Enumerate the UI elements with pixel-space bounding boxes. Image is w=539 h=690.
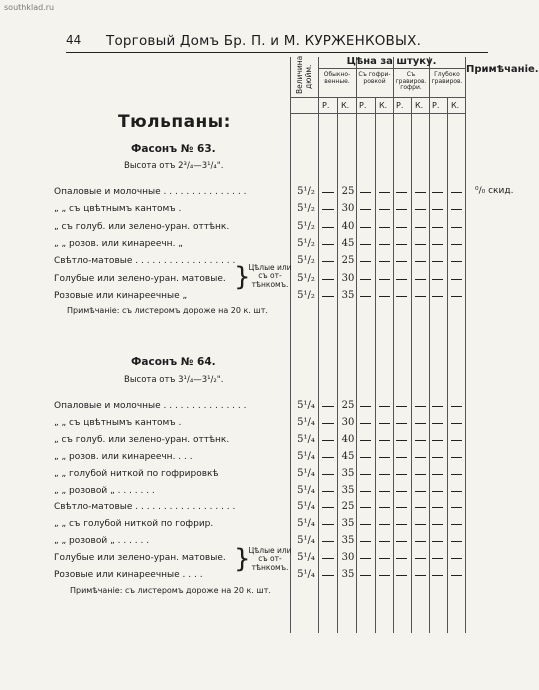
dash-mark bbox=[451, 423, 462, 424]
row-size: 5¹/₂ bbox=[297, 289, 315, 301]
dash-mark bbox=[451, 575, 462, 576]
row-label: „ „ съ голубой ниткой по гофрир. bbox=[54, 519, 214, 530]
dash-mark bbox=[396, 474, 407, 475]
dash-mark bbox=[322, 558, 334, 559]
dash-mark bbox=[360, 261, 371, 262]
dash-mark bbox=[322, 406, 334, 407]
page-number: 44 bbox=[66, 33, 82, 47]
dash-mark bbox=[360, 440, 371, 441]
row-size: 5¹/₄ bbox=[297, 416, 315, 428]
dash-mark bbox=[379, 279, 390, 280]
dash-mark bbox=[451, 279, 462, 280]
dash-mark bbox=[396, 457, 407, 458]
dash-mark bbox=[415, 244, 426, 245]
dash-mark bbox=[432, 192, 443, 193]
dash-mark bbox=[415, 192, 426, 193]
grid-line bbox=[318, 68, 465, 69]
dash-mark bbox=[432, 524, 443, 525]
dash-mark bbox=[379, 227, 390, 228]
dash-mark bbox=[396, 279, 407, 280]
dash-mark bbox=[432, 423, 443, 424]
dash-mark bbox=[415, 524, 426, 525]
dash-mark bbox=[322, 457, 334, 458]
row-price: 25 bbox=[341, 501, 355, 513]
dash-mark bbox=[379, 541, 390, 542]
dash-mark bbox=[360, 541, 371, 542]
price-col-deep: Глубоко гравиров. bbox=[431, 71, 463, 85]
dash-mark bbox=[415, 474, 426, 475]
dash-mark bbox=[379, 507, 390, 508]
row-label: Опаловые и молочные . . . . . . . . . . . . . . . bbox=[54, 401, 247, 411]
page-header bbox=[66, 33, 486, 51]
row-price: 40 bbox=[341, 220, 355, 232]
dash-mark bbox=[360, 474, 371, 475]
row-label: „ съ голуб. или зелено-уран. оттѣнк. bbox=[54, 221, 230, 232]
row-label: „ „ съ цвѣтнымъ кантомъ . bbox=[54, 417, 182, 428]
remark-column-header: Примѣчаніе. bbox=[466, 64, 539, 75]
dash-mark bbox=[451, 541, 462, 542]
dash-mark bbox=[415, 227, 426, 228]
row-price: 35 bbox=[341, 467, 355, 479]
dash-mark bbox=[432, 209, 443, 210]
row-label: Свѣтло-матовые . . . . . . . . . . . . . . . . . . bbox=[54, 256, 236, 267]
dash-mark bbox=[432, 474, 443, 475]
dash-mark bbox=[432, 440, 443, 441]
dash-mark bbox=[360, 524, 371, 525]
dash-mark bbox=[379, 491, 390, 492]
dash-mark bbox=[322, 209, 334, 210]
row-label: Розовые или кинареечные „ bbox=[54, 290, 188, 301]
dash-mark bbox=[451, 558, 462, 559]
dash-mark bbox=[379, 457, 390, 458]
row-size: 5¹/₄ bbox=[297, 535, 315, 547]
dash-mark bbox=[396, 507, 407, 508]
dash-mark bbox=[432, 279, 443, 280]
fason-64-brace-note: Цѣлые или съ от- тѣнкомъ. bbox=[248, 546, 292, 572]
grid-line bbox=[411, 97, 412, 633]
dash-mark bbox=[415, 541, 426, 542]
dash-mark bbox=[432, 457, 443, 458]
dash-mark bbox=[432, 491, 443, 492]
row-label: Голубые или зелено-уран. матовые. bbox=[54, 553, 226, 564]
fason-63-remark: ⁰/₀ скид. bbox=[475, 186, 514, 196]
dash-mark bbox=[396, 244, 407, 245]
row-size: 5¹/₂ bbox=[297, 186, 315, 197]
row-price: 25 bbox=[341, 400, 355, 411]
dash-mark bbox=[451, 524, 462, 525]
dash-mark bbox=[396, 524, 407, 525]
dash-mark bbox=[360, 423, 371, 424]
dash-mark bbox=[322, 279, 334, 280]
dash-mark bbox=[322, 524, 334, 525]
dash-mark bbox=[396, 575, 407, 576]
row-label: „ „ съ цвѣтнымъ кантомъ . bbox=[54, 204, 182, 215]
dash-mark bbox=[396, 558, 407, 559]
dash-mark bbox=[360, 491, 371, 492]
row-label: Опаловые и молочные . . . . . . . . . . . . . . . bbox=[54, 187, 247, 197]
dash-mark bbox=[451, 192, 462, 193]
dash-mark bbox=[360, 209, 371, 210]
grid-line bbox=[290, 97, 465, 98]
dash-mark bbox=[415, 491, 426, 492]
dash-mark bbox=[322, 244, 334, 245]
dash-mark bbox=[396, 406, 407, 407]
row-size: 5¹/₄ bbox=[297, 484, 315, 496]
col-unit: К. bbox=[451, 101, 460, 110]
row-price: 30 bbox=[341, 203, 355, 215]
fason-63-title: Фасонъ № 63. bbox=[131, 143, 216, 155]
row-price: 30 bbox=[341, 272, 355, 284]
row-size: 5¹/₂ bbox=[297, 237, 315, 249]
dash-mark bbox=[396, 296, 407, 297]
dash-mark bbox=[379, 296, 390, 297]
dash-mark bbox=[396, 423, 407, 424]
price-col-frosted: Съ гофри-ровкой bbox=[358, 71, 391, 85]
row-size: 5¹/₄ bbox=[297, 518, 315, 530]
dash-mark bbox=[451, 507, 462, 508]
col-unit: К. bbox=[415, 101, 424, 110]
row-label: Свѣтло-матовые . . . . . . . . . . . . . . . . . . bbox=[54, 502, 236, 513]
row-price: 25 bbox=[341, 186, 355, 197]
row-label: „ „ розов. или кинареечн. „ bbox=[54, 238, 183, 249]
dash-mark bbox=[360, 227, 371, 228]
dash-mark bbox=[432, 244, 443, 245]
row-size: 5¹/₄ bbox=[297, 433, 315, 445]
row-price: 30 bbox=[341, 552, 355, 564]
row-price: 35 bbox=[341, 535, 355, 547]
row-size: 5¹/₄ bbox=[297, 400, 315, 411]
dash-mark bbox=[451, 244, 462, 245]
row-price: 35 bbox=[341, 484, 355, 496]
dash-mark bbox=[360, 296, 371, 297]
dash-mark bbox=[415, 209, 426, 210]
dash-mark bbox=[415, 457, 426, 458]
dash-mark bbox=[379, 474, 390, 475]
dash-mark bbox=[379, 575, 390, 576]
dash-mark bbox=[432, 296, 443, 297]
dash-mark bbox=[322, 491, 334, 492]
col-unit: К. bbox=[379, 101, 388, 110]
row-size: 5¹/₂ bbox=[297, 203, 315, 215]
dash-mark bbox=[360, 575, 371, 576]
row-label: „ „ розовой „ . . . . . . bbox=[54, 536, 150, 547]
dash-mark bbox=[415, 575, 426, 576]
dash-mark bbox=[396, 491, 407, 492]
price-column-header: Цѣна за штуку. bbox=[346, 56, 437, 67]
fason-64-title: Фасонъ № 64. bbox=[131, 356, 216, 368]
dash-mark bbox=[379, 558, 390, 559]
dash-mark bbox=[396, 227, 407, 228]
dash-mark bbox=[360, 244, 371, 245]
row-size: 5¹/₄ bbox=[297, 450, 315, 462]
col-unit: Р. bbox=[322, 101, 330, 110]
col-unit: Р. bbox=[396, 101, 404, 110]
dash-mark bbox=[379, 261, 390, 262]
grid-line bbox=[429, 57, 430, 633]
dash-mark bbox=[451, 209, 462, 210]
row-size: 5¹/₂ bbox=[297, 255, 315, 267]
section-title: Тюльпаны: bbox=[118, 112, 231, 132]
price-col-engraved: Съ гравиров. гофри. bbox=[395, 71, 427, 92]
dash-mark bbox=[415, 440, 426, 441]
dash-mark bbox=[451, 261, 462, 262]
fason-63-note: Примѣчаніе: съ листеромъ дороже на 20 к. шт. bbox=[67, 306, 268, 315]
dash-mark bbox=[379, 524, 390, 525]
dash-mark bbox=[379, 209, 390, 210]
dash-mark bbox=[360, 457, 371, 458]
row-price: 25 bbox=[341, 255, 355, 267]
dash-mark bbox=[415, 423, 426, 424]
grid-line bbox=[375, 97, 376, 633]
dash-mark bbox=[360, 192, 371, 193]
dash-mark bbox=[451, 227, 462, 228]
dash-mark bbox=[432, 507, 443, 508]
dash-mark bbox=[415, 279, 426, 280]
brace-64: } bbox=[234, 544, 251, 574]
row-size: 5¹/₄ bbox=[297, 501, 315, 513]
dash-mark bbox=[396, 209, 407, 210]
dash-mark bbox=[415, 406, 426, 407]
row-price: 35 bbox=[341, 569, 355, 580]
dash-mark bbox=[322, 575, 334, 576]
col-unit: Р. bbox=[432, 101, 440, 110]
dash-mark bbox=[360, 558, 371, 559]
dash-mark bbox=[379, 423, 390, 424]
fason-63-height: Высота отъ 2³/₄—3¹/₄". bbox=[124, 161, 224, 171]
dash-mark bbox=[396, 440, 407, 441]
price-col-ordinary: Обыкно-венные. bbox=[323, 71, 351, 85]
dash-mark bbox=[360, 279, 371, 280]
fason-64-height: Высота отъ 3¹/₄—3¹/₂". bbox=[124, 375, 224, 385]
running-title: Торговый Домъ Бр. П. и М. КУРЖЕНКОВЫХ. bbox=[106, 33, 422, 49]
col-unit: К. bbox=[341, 101, 350, 110]
brace-63: } bbox=[234, 262, 251, 292]
header-rule bbox=[66, 52, 488, 53]
row-price: 45 bbox=[341, 237, 355, 249]
dash-mark bbox=[322, 423, 334, 424]
row-label: Розовые или кинареечные . . . . bbox=[54, 570, 203, 580]
dash-mark bbox=[322, 507, 334, 508]
grid-line bbox=[318, 57, 319, 633]
dash-mark bbox=[432, 227, 443, 228]
row-label: „ „ голубой ниткой по гофрировкѣ bbox=[54, 468, 219, 479]
dash-mark bbox=[432, 575, 443, 576]
row-price: 30 bbox=[341, 416, 355, 428]
dash-mark bbox=[379, 192, 390, 193]
row-label: „ „ розовой „ . . . . . . . bbox=[54, 485, 155, 496]
dash-mark bbox=[451, 457, 462, 458]
row-price: 40 bbox=[341, 433, 355, 445]
dash-mark bbox=[322, 192, 334, 193]
dash-mark bbox=[432, 541, 443, 542]
row-size: 5¹/₂ bbox=[297, 272, 315, 284]
dash-mark bbox=[379, 244, 390, 245]
dash-mark bbox=[322, 261, 334, 262]
grid-line bbox=[393, 57, 394, 633]
dash-mark bbox=[415, 558, 426, 559]
dash-mark bbox=[360, 406, 371, 407]
grid-line bbox=[465, 57, 466, 633]
dash-mark bbox=[322, 440, 334, 441]
size-column-header: Величина дюйм. bbox=[295, 55, 313, 94]
dash-mark bbox=[379, 440, 390, 441]
col-unit: Р. bbox=[359, 101, 367, 110]
dash-mark bbox=[451, 491, 462, 492]
row-price: 35 bbox=[341, 289, 355, 301]
watermark: southklad.ru bbox=[4, 3, 55, 12]
dash-mark bbox=[451, 406, 462, 407]
row-label: Голубые или зелено-уран. матовые. bbox=[54, 273, 226, 284]
dash-mark bbox=[432, 261, 443, 262]
dash-mark bbox=[396, 192, 407, 193]
grid-line bbox=[447, 97, 448, 633]
dash-mark bbox=[379, 406, 390, 407]
dash-mark bbox=[322, 296, 334, 297]
dash-mark bbox=[322, 541, 334, 542]
grid-line bbox=[290, 113, 465, 114]
dash-mark bbox=[415, 507, 426, 508]
dash-mark bbox=[451, 296, 462, 297]
dash-mark bbox=[451, 440, 462, 441]
row-label: „ съ голуб. или зелено-уран. оттѣнк. bbox=[54, 434, 230, 445]
dash-mark bbox=[396, 261, 407, 262]
row-size: 5¹/₄ bbox=[297, 569, 315, 580]
dash-mark bbox=[451, 474, 462, 475]
dash-mark bbox=[432, 406, 443, 407]
fason-64-note: Примѣчаніе: съ листеромъ дороже на 20 к. шт. bbox=[70, 586, 271, 595]
dash-mark bbox=[322, 474, 334, 475]
row-size: 5¹/₄ bbox=[297, 552, 315, 564]
row-label: „ „ розов. или кинареечн. . . . bbox=[54, 451, 193, 462]
row-size: 5¹/₂ bbox=[297, 220, 315, 232]
fason-63-brace-note: Цѣлые или съ от- тѣнкомъ. bbox=[248, 263, 292, 289]
dash-mark bbox=[415, 261, 426, 262]
dash-mark bbox=[322, 227, 334, 228]
row-size: 5¹/₄ bbox=[297, 467, 315, 479]
dash-mark bbox=[432, 558, 443, 559]
dash-mark bbox=[360, 507, 371, 508]
row-price: 45 bbox=[341, 450, 355, 462]
row-price: 35 bbox=[341, 518, 355, 530]
dash-mark bbox=[415, 296, 426, 297]
dash-mark bbox=[396, 541, 407, 542]
